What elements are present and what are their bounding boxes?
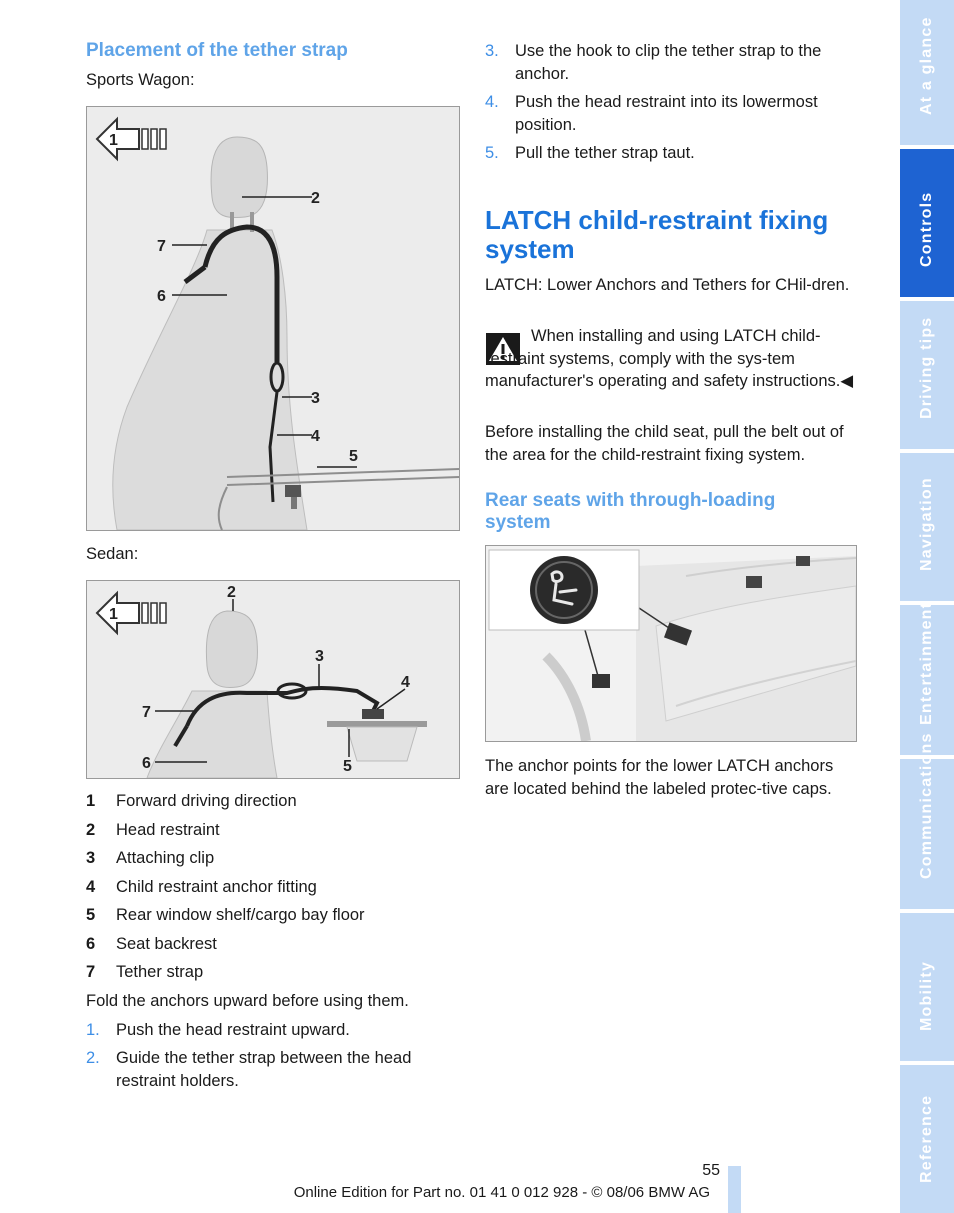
page-number: 55 (702, 1162, 720, 1179)
tab-driving-tips[interactable]: Driving tips (900, 301, 954, 449)
fig1-label-4: 4 (311, 428, 320, 445)
chapter-sidebar (900, 0, 954, 1213)
warning-text: When installing and using LATCH child-restraint systems, comply with the sys-tem manufacturer's operating and safety instructions.◀ (485, 327, 854, 390)
tab-reference[interactable]: Reference (900, 1065, 954, 1213)
fig2-label-1: 1 (109, 606, 118, 623)
tab-mobility[interactable]: Mobility (900, 913, 954, 1061)
step-item: 5. Pull the tether strap taut. (485, 144, 695, 162)
legend-item: 2 Head restraint (86, 821, 220, 839)
step-item: 4. Push the head restraint into its lowermost position. (485, 93, 818, 134)
fig1-label-6: 6 (157, 288, 166, 305)
step-item: 2. Guide the tether strap between the head restraint holders. (86, 1049, 412, 1090)
latch-intro: LATCH: Lower Anchors and Tethers for CHil-dren. (485, 276, 850, 294)
tab-at-a-glance[interactable]: At a glance (900, 0, 954, 145)
section-heading-tether: Placement of the tether strap (86, 40, 348, 61)
before-text: Before installing the child seat, pull the belt out of the area for the child-restraint fixing system. (485, 423, 844, 464)
figure-rear-seats (485, 545, 857, 742)
fig2-label-2: 2 (227, 584, 236, 601)
legend-item: 7 Tether strap (86, 963, 204, 981)
fold-text: Fold the anchors upward before using them. (86, 992, 409, 1010)
legend-item: 3 Attaching clip (86, 849, 215, 867)
figure-sports-wagon (86, 106, 460, 531)
page-marker (728, 1166, 741, 1213)
sedan-label: Sedan: (86, 545, 139, 563)
fig1-label-7: 7 (157, 238, 166, 255)
anchor-text: The anchor points for the lower LATCH anchors are located behind the labeled protec-tive caps. (485, 757, 834, 798)
tab-navigation[interactable]: Navigation (900, 453, 954, 601)
rear-seats-illustration (486, 546, 856, 741)
tab-communications[interactable]: Communications (900, 759, 954, 909)
step-item: 1. Push the head restraint upward. (86, 1021, 350, 1039)
fig2-label-6: 6 (142, 755, 151, 772)
legend-item: 6 Seat backrest (86, 935, 217, 953)
legend-item: 5 Rear window shelf/cargo bay floor (86, 906, 365, 924)
rear-seats-heading: Rear seats with through-loading system (485, 490, 776, 533)
latch-heading: LATCH child-restraint fixing system (485, 205, 829, 264)
fig2-label-7: 7 (142, 704, 151, 721)
fig1-label-3: 3 (311, 390, 320, 407)
footer-edition: Online Edition for Part no. 01 41 0 012 928 - © 08/06 BMW AG (293, 1184, 710, 1201)
legend-item: 1 Forward driving direction (86, 792, 297, 810)
fig1-label-2: 2 (311, 190, 320, 207)
sports-wagon-illustration (87, 107, 459, 530)
fig2-label-4: 4 (401, 674, 410, 691)
legend-item: 4 Child restraint anchor fitting (86, 878, 317, 896)
step-item: 3. Use the hook to clip the tether strap to the anchor. (485, 42, 822, 83)
figure-sedan (86, 580, 460, 779)
fig1-label-1: 1 (109, 132, 118, 149)
sports-wagon-label: Sports Wagon: (86, 71, 195, 89)
tab-controls[interactable]: Controls (900, 149, 954, 297)
fig1-label-5: 5 (349, 448, 358, 465)
fig2-label-5: 5 (343, 758, 352, 775)
sedan-illustration (87, 581, 459, 778)
fig2-label-3: 3 (315, 648, 324, 665)
tab-entertainment[interactable]: Entertainment (900, 605, 954, 755)
